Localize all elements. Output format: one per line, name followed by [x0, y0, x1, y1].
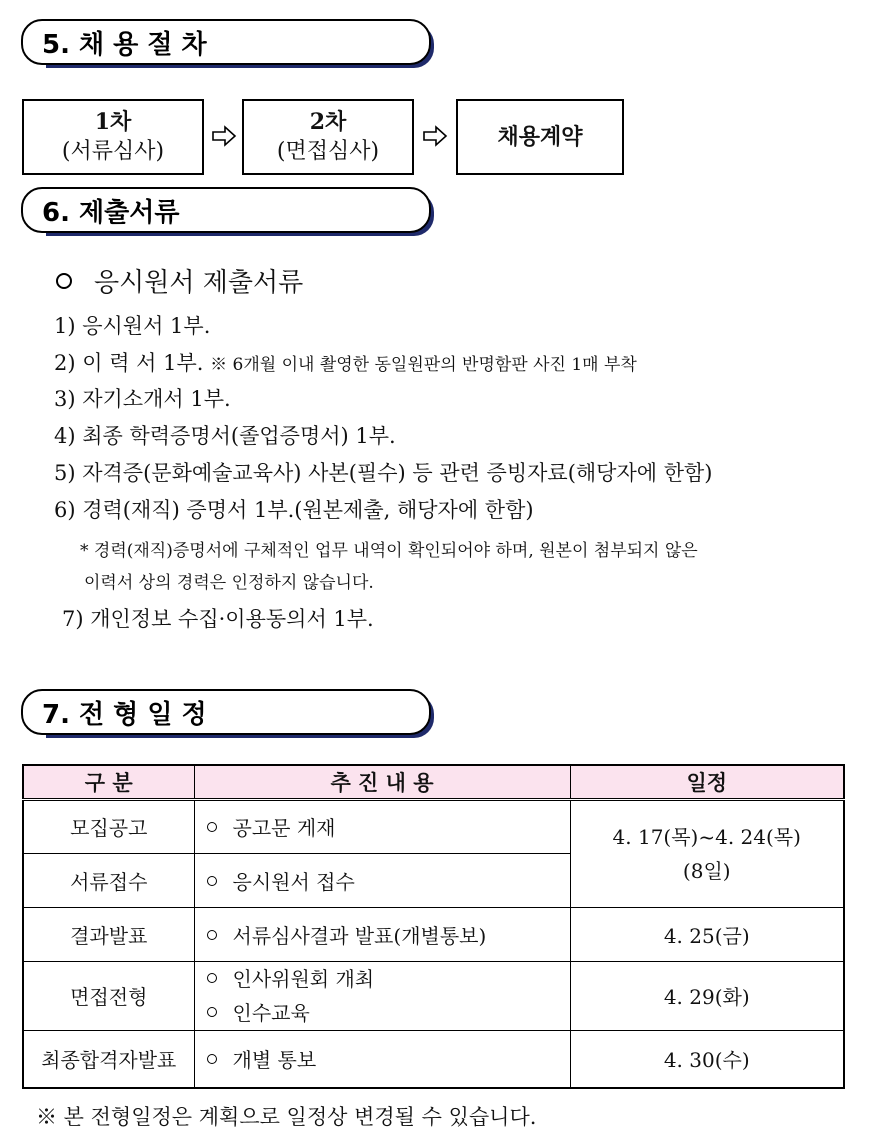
process-step-3: [456, 99, 624, 175]
row-content: 인사위원회 개최 인수교육: [194, 961, 570, 1030]
ring-bullet-icon: [207, 876, 217, 886]
process-step-1-sub: (서류심사): [61, 139, 165, 164]
ring-bullet-icon: [207, 1054, 217, 1064]
document-item-7: 7) 개인정보 수집·이용동의서 1부.: [62, 607, 374, 631]
document-item-6: 6) 경력(재직) 증명서 1부.(원본제출, 해당자에 한함): [54, 498, 534, 522]
process-step-3-title: 채용계약: [497, 124, 583, 150]
document-item-3: 3) 자기소개서 1부.: [54, 387, 231, 411]
ring-bullet-icon: [207, 822, 217, 832]
table-row: [23, 1030, 844, 1088]
process-step-1: [22, 99, 204, 175]
career-note-line-2: 이력서 상의 경력은 인정하지 않습니다.: [84, 573, 374, 593]
row-category: 결과발표: [23, 907, 194, 961]
document-item-2: 2) 이 력 서 1부. ※ 6개월 이내 촬영한 동일원판의 반명함판 사진 1매 부착: [54, 351, 637, 375]
row-content: 공고문 게재: [194, 799, 570, 853]
table-row: [23, 961, 844, 1030]
document-item-5: 5) 자격증(문화예술교육사) 사본(필수) 등 관련 증빙자료(해당자에 한함): [54, 461, 713, 485]
table-row: [23, 799, 844, 853]
schedule-footnote: ※ 본 전형일정은 계획으로 일정상 변경될 수 있습니다.: [36, 1105, 537, 1129]
section-heading-6: [20, 186, 438, 236]
row-category: 서류접수: [23, 853, 194, 907]
arrow-right-icon: [422, 124, 448, 148]
section-title-7: 7. 전 형 일 정: [42, 700, 207, 730]
process-step-2-sub: (면접심사): [276, 139, 380, 164]
document-item-4: 4) 최종 학력증명서(졸업증명서) 1부.: [54, 424, 396, 448]
ring-bullet-icon: [207, 973, 217, 983]
ring-bullet-icon: [207, 1007, 217, 1017]
process-step-2-title: 2차: [309, 109, 347, 135]
header-content: 추 진 내 용: [194, 765, 570, 799]
row-date-merged: 4. 17(목)~4. 24(목) (8일): [570, 799, 844, 907]
row-content: 응시원서 접수: [194, 853, 570, 907]
schedule-table: [22, 764, 845, 1089]
document-item-1: 1) 응시원서 1부.: [54, 314, 211, 338]
career-note-line-1: * 경력(재직)증명서에 구체적인 업무 내역이 확인되어야 하며, 원본이 첨부되지 않은: [80, 541, 698, 561]
section-title-6: 6. 제출서류: [42, 198, 180, 228]
row-category: 모집공고: [23, 799, 194, 853]
section-title-5: 5. 채 용 절 차: [42, 30, 207, 60]
section-heading-7: [20, 688, 438, 738]
circle-bullet-icon: [56, 273, 72, 289]
header-date: 일정: [570, 765, 844, 799]
header-category: 구 분: [23, 765, 194, 799]
photo-note: ※ 6개월 이내 촬영한 동일원판의 반명함판 사진 1매 부착: [210, 355, 637, 375]
row-date: 4. 25(금): [570, 907, 844, 961]
documents-heading: 응시원서 제출서류: [56, 262, 303, 299]
row-category: 최종합격자발표: [23, 1030, 194, 1088]
ring-bullet-icon: [207, 930, 217, 940]
row-date: 4. 30(수): [570, 1030, 844, 1088]
arrow-right-icon: [211, 124, 237, 148]
row-date: 4. 29(화): [570, 961, 844, 1030]
process-step-2: [242, 99, 414, 175]
row-category: 면접전형: [23, 961, 194, 1030]
process-step-1-title: 1차: [94, 109, 132, 135]
table-row: [23, 907, 844, 961]
row-content: 개별 통보: [194, 1030, 570, 1088]
row-content: 서류심사결과 발표(개별통보): [194, 907, 570, 961]
table-header-row: [23, 765, 844, 799]
section-heading-5: [20, 18, 438, 68]
